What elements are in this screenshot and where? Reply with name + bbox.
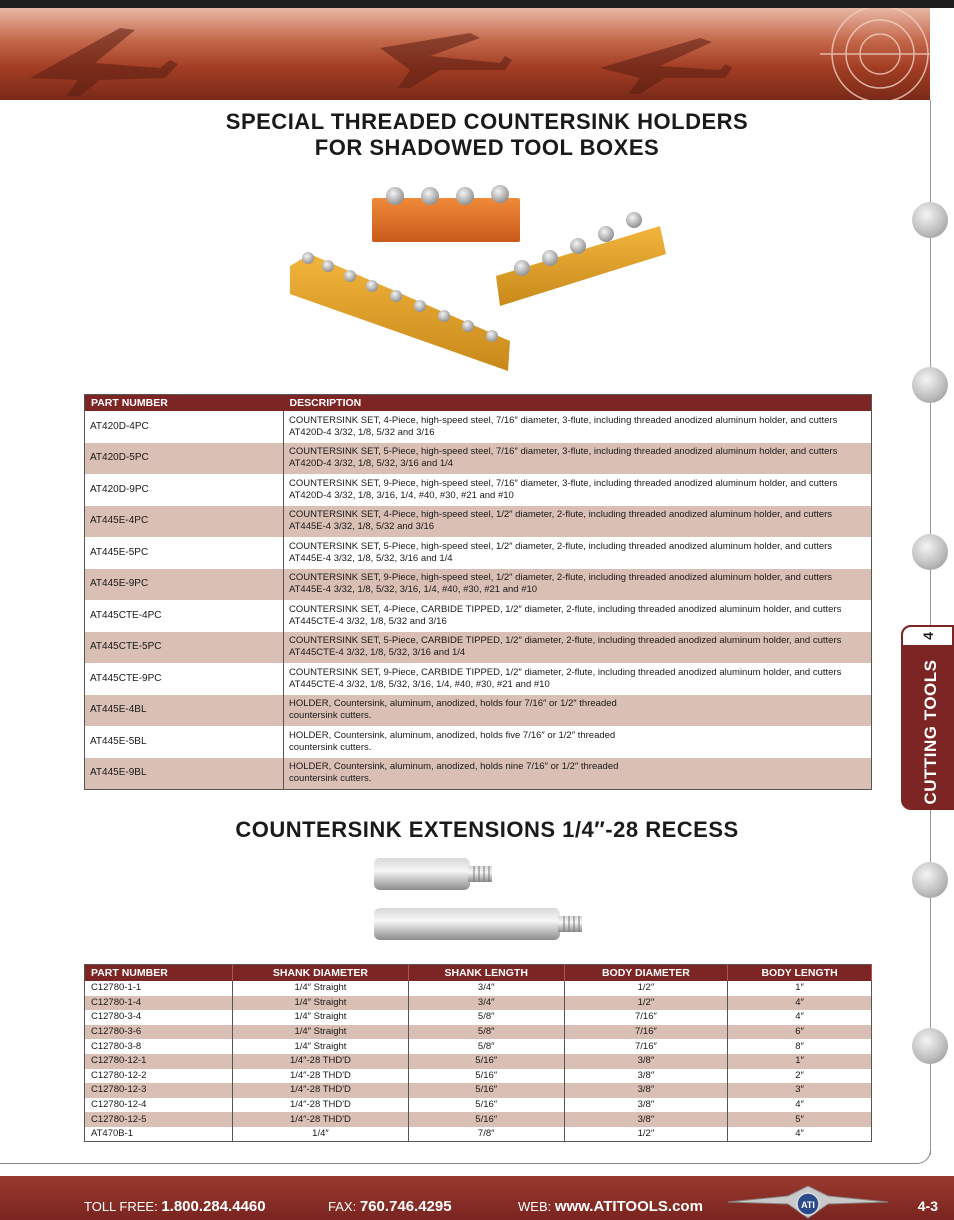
header-part-number: PART NUMBER bbox=[85, 395, 284, 412]
cell: 1/4″-28 THD'D bbox=[233, 1083, 409, 1098]
header-description: DESCRIPTION bbox=[284, 395, 872, 412]
cell: 1/2″ bbox=[564, 981, 727, 996]
cell: 3/4″ bbox=[408, 996, 564, 1011]
cell: 5/16″ bbox=[408, 1069, 564, 1084]
cell: C12780-3-4 bbox=[85, 1010, 233, 1025]
cell: 3/4″ bbox=[408, 981, 564, 996]
table-row bbox=[85, 1112, 872, 1127]
holders-table bbox=[84, 394, 872, 790]
cell: C12780-12-5 bbox=[85, 1112, 233, 1127]
section-tab-number: 4 bbox=[901, 625, 954, 647]
cell: 1/2″ bbox=[564, 1127, 727, 1142]
cell: 1/4″ Straight bbox=[233, 981, 409, 996]
section-title-holders: SPECIAL THREADED COUNTERSINK HOLDERS FOR SHADOWED TOOL BOXES bbox=[225, 109, 749, 160]
description: COUNTERSINK SET, 5-Piece, high-speed steel, 1/2″ diameter, 2-flute, including threaded anodized aluminum holder, and cutters AT445E-4 3/32, 1/8, 5/32, 3/16 and 1/4 bbox=[284, 537, 872, 569]
ati-logo bbox=[728, 1182, 888, 1220]
part-number: AT445E-9BL bbox=[85, 758, 284, 790]
part-number: AT420D-9PC bbox=[85, 474, 284, 506]
globe-icon bbox=[912, 367, 948, 403]
table-row bbox=[85, 569, 872, 601]
cell: 4″ bbox=[728, 1127, 872, 1142]
table-row bbox=[85, 1010, 872, 1025]
top-bar bbox=[0, 0, 954, 8]
description: COUNTERSINK SET, 9-Piece, high-speed steel, 1/2″ diameter, 2-flute, including threaded anodized aluminum holder, and cutters AT445E-4 3/32, 1/8, 5/32, 3/16, 1/4, #40, #30, #21 and #10 bbox=[284, 569, 872, 601]
description: COUNTERSINK SET, 5-Piece, high-speed steel, 7/16″ diameter, 3-flute, including threaded anodized aluminum holder, and cutters AT420D-4 3/32, 1/8, 5/32, 3/16 and 1/4 bbox=[284, 443, 872, 475]
cell: 3/8″ bbox=[564, 1069, 727, 1084]
cell: C12780-12-2 bbox=[85, 1069, 233, 1084]
cell: C12780-1-4 bbox=[85, 996, 233, 1011]
table-row bbox=[85, 1054, 872, 1069]
cell: 8″ bbox=[728, 1039, 872, 1054]
part-number: AT445E-4BL bbox=[85, 695, 284, 727]
header-part-number: PART NUMBER bbox=[85, 965, 233, 982]
section-tab-label: CUTTING TOOLS bbox=[921, 659, 940, 805]
table-row bbox=[85, 632, 872, 664]
description: COUNTERSINK SET, 4-Piece, high-speed steel, 7/16″ diameter, 3-flute, including threaded anodized aluminum holder, and cutters AT420D-4 3/32, 1/8, 5/32 and 3/16 bbox=[284, 411, 872, 443]
cell: 5/8″ bbox=[408, 1010, 564, 1025]
table-row bbox=[85, 1083, 872, 1098]
cell: 1/4″ Straight bbox=[233, 1039, 409, 1054]
cell: C12780-12-4 bbox=[85, 1098, 233, 1113]
part-number: AT445CTE-4PC bbox=[85, 600, 284, 632]
cell: 7/8″ bbox=[408, 1127, 564, 1142]
table-row bbox=[85, 1098, 872, 1113]
table-row bbox=[85, 506, 872, 538]
table-row bbox=[85, 663, 872, 695]
cell: 1″ bbox=[728, 1054, 872, 1069]
cell: 1/4″ Straight bbox=[233, 996, 409, 1011]
table-row bbox=[85, 981, 872, 996]
footer-web[interactable]: WEB: www.ATITOOLS.com bbox=[518, 1198, 703, 1215]
cell: 1″ bbox=[728, 981, 872, 996]
table-row bbox=[85, 474, 872, 506]
description: HOLDER, Countersink, aluminum, anodized, holds nine 7/16″ or 1/2″ threaded countersink cutters. bbox=[284, 758, 872, 790]
cell: 5/8″ bbox=[408, 1025, 564, 1040]
cell: 3/8″ bbox=[564, 1112, 727, 1127]
table-row bbox=[85, 600, 872, 632]
cell: 1/2″ bbox=[564, 996, 727, 1011]
globe-icon bbox=[912, 1028, 948, 1064]
cell: 7/16″ bbox=[564, 1039, 727, 1054]
cell: 5/8″ bbox=[408, 1039, 564, 1054]
table-row bbox=[85, 1039, 872, 1054]
cell: 7/16″ bbox=[564, 1010, 727, 1025]
header-body-diameter: BODY DIAMETER bbox=[564, 965, 727, 982]
table-row bbox=[85, 1127, 872, 1142]
part-number: AT445CTE-5PC bbox=[85, 632, 284, 664]
header-banner bbox=[0, 8, 930, 100]
cell: C12780-1-1 bbox=[85, 981, 233, 996]
cell: 4″ bbox=[728, 1010, 872, 1025]
cell: 1/4″ Straight bbox=[233, 1025, 409, 1040]
cell: 2″ bbox=[728, 1069, 872, 1084]
table-row bbox=[85, 537, 872, 569]
cell: 5/16″ bbox=[408, 1054, 564, 1069]
cell: 7/16″ bbox=[564, 1025, 727, 1040]
cell: 1/4″-28 THD'D bbox=[233, 1054, 409, 1069]
globe-icon bbox=[912, 202, 948, 238]
cell: AT470B-1 bbox=[85, 1127, 233, 1142]
part-number: AT445E-9PC bbox=[85, 569, 284, 601]
cell: 3″ bbox=[728, 1083, 872, 1098]
cell: C12780-3-8 bbox=[85, 1039, 233, 1054]
table-row bbox=[85, 695, 872, 727]
cell: 3/8″ bbox=[564, 1098, 727, 1113]
globe-icon bbox=[912, 862, 948, 898]
countersink-holders-image bbox=[280, 176, 680, 376]
cell: C12780-12-1 bbox=[85, 1054, 233, 1069]
header-shank-diameter: SHANK DIAMETER bbox=[233, 965, 409, 982]
description: COUNTERSINK SET, 9-Piece, high-speed steel, 7/16″ diameter, 3-flute, including threaded anodized aluminum holder, and cutters AT420D-4 3/32, 1/8, 3/16, 1/4, #40, #30, #21 and #10 bbox=[284, 474, 872, 506]
footer-toll-free: TOLL FREE: 1.800.284.4460 bbox=[84, 1198, 266, 1215]
part-number: AT420D-5PC bbox=[85, 443, 284, 475]
cell: 1/4″-28 THD'D bbox=[233, 1069, 409, 1084]
cell: 1/4″-28 THD'D bbox=[233, 1098, 409, 1113]
cell: 5″ bbox=[728, 1112, 872, 1127]
table-row bbox=[85, 411, 872, 443]
part-number: AT445E-5PC bbox=[85, 537, 284, 569]
svg-text:ATI: ATI bbox=[801, 1200, 815, 1210]
description: COUNTERSINK SET, 4-Piece, CARBIDE TIPPED, 1/2″ diameter, 2-flute, including threaded anodized aluminum holder, and cutters AT445CTE-4 3/32, 1/8, 5/32 and 3/16 bbox=[284, 600, 872, 632]
part-number: AT420D-4PC bbox=[85, 411, 284, 443]
globe-icon bbox=[912, 534, 948, 570]
extensions-table bbox=[84, 964, 872, 1142]
description: HOLDER, Countersink, aluminum, anodized, holds four 7/16″ or 1/2″ threaded countersink cutters. bbox=[284, 695, 872, 727]
header-body-length: BODY LENGTH bbox=[728, 965, 872, 982]
cell: 4″ bbox=[728, 1098, 872, 1113]
cell: 1/4″-28 THD'D bbox=[233, 1112, 409, 1127]
table-row bbox=[85, 443, 872, 475]
table-header-row bbox=[85, 965, 872, 982]
table-header-row bbox=[85, 395, 872, 412]
cell: 3/8″ bbox=[564, 1083, 727, 1098]
table-row bbox=[85, 1025, 872, 1040]
cell: 6″ bbox=[728, 1025, 872, 1040]
bottom-rule bbox=[0, 1150, 931, 1164]
description: COUNTERSINK SET, 9-Piece, CARBIDE TIPPED, 1/2″ diameter, 2-flute, including threaded anodized aluminum holder, and cutters AT445CTE-4 3/32, 1/8, 5/32, 3/16, 1/4, #40, #30, #21 and #10 bbox=[284, 663, 872, 695]
cell: 1/4″ Straight bbox=[233, 1010, 409, 1025]
header-shank-length: SHANK LENGTH bbox=[408, 965, 564, 982]
footer-fax: FAX: 760.746.4295 bbox=[328, 1198, 452, 1215]
description: COUNTERSINK SET, 5-Piece, CARBIDE TIPPED, 1/2″ diameter, 2-flute, including threaded anodized aluminum holder, and cutters AT445CTE-4 3/32, 1/8, 5/32, 3/16 and 1/4 bbox=[284, 632, 872, 664]
extensions-image bbox=[370, 852, 590, 944]
section-title-extensions: COUNTERSINK EXTENSIONS 1/4″-28 RECESS bbox=[235, 817, 739, 842]
table-row bbox=[85, 1069, 872, 1084]
cell: 5/16″ bbox=[408, 1098, 564, 1113]
cell: 5/16″ bbox=[408, 1112, 564, 1127]
table-row bbox=[85, 996, 872, 1011]
part-number: AT445E-5BL bbox=[85, 726, 284, 758]
description: COUNTERSINK SET, 4-Piece, high-speed steel, 1/2″ diameter, 2-flute, including threaded anodized aluminum holder, and cutters AT445E-4 3/32, 1/8, 5/32 and 3/16 bbox=[284, 506, 872, 538]
table-row bbox=[85, 758, 872, 790]
part-number: AT445CTE-9PC bbox=[85, 663, 284, 695]
page-number: 4-3 bbox=[917, 1198, 938, 1214]
cell: C12780-3-6 bbox=[85, 1025, 233, 1040]
description: HOLDER, Countersink, aluminum, anodized, holds five 7/16″ or 1/2″ threaded countersink cutters. bbox=[284, 726, 872, 758]
cell: 1/4″ bbox=[233, 1127, 409, 1142]
part-number: AT445E-4PC bbox=[85, 506, 284, 538]
cell: C12780-12-3 bbox=[85, 1083, 233, 1098]
cell: 3/8″ bbox=[564, 1054, 727, 1069]
table-row bbox=[85, 726, 872, 758]
cell: 4″ bbox=[728, 996, 872, 1011]
cell: 5/16″ bbox=[408, 1083, 564, 1098]
